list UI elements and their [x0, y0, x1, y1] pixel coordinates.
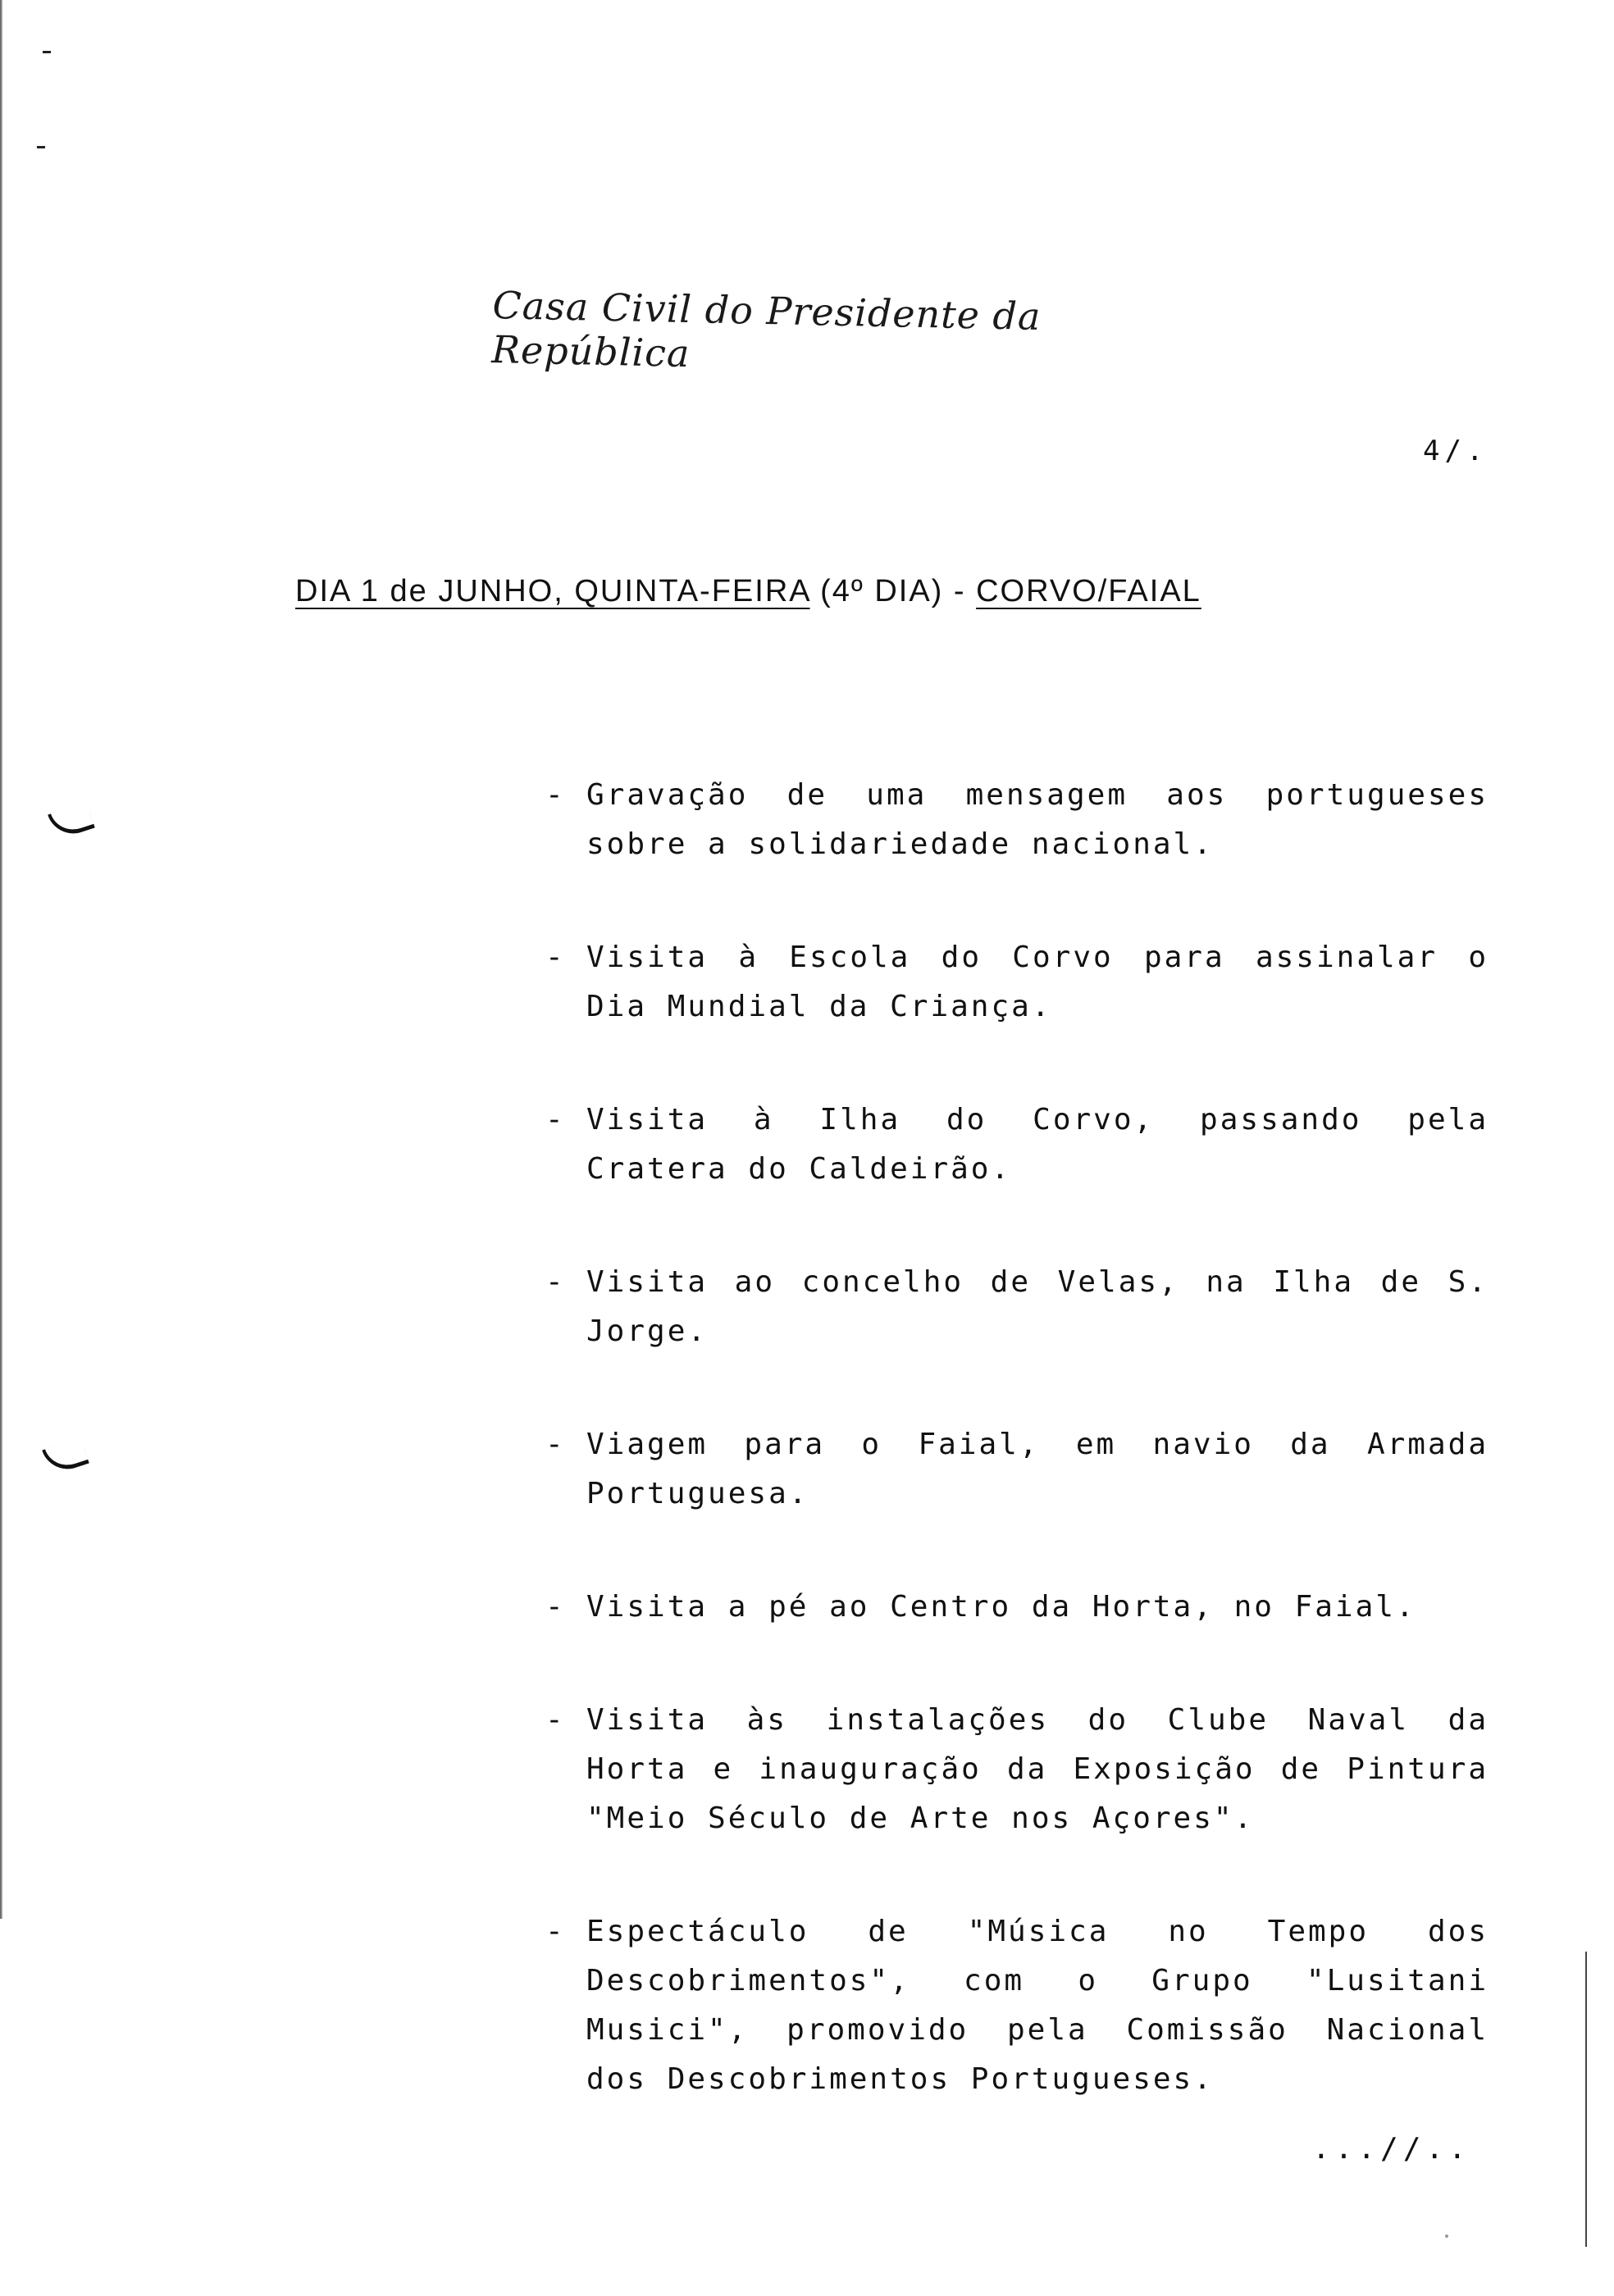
punch-mark — [37, 146, 45, 148]
heading-date: DIA 1 de JUNHO, QUINTA-FEIRA — [295, 574, 810, 608]
agenda-item — [545, 1258, 1489, 1356]
bullet-dash: - — [545, 1428, 566, 1461]
page-number: 4/. — [1423, 435, 1489, 467]
agenda-list — [545, 771, 1489, 2168]
letterhead: Casa Civil do Presidente da República — [490, 283, 1042, 376]
continuation-mark: ...//.. — [1312, 2132, 1471, 2166]
agenda-item-text: Gravação de uma mensagem aos portugueses sobre a solidariedade nacional. — [586, 778, 1489, 861]
agenda-item — [545, 933, 1489, 1032]
heading-day-count: (4º DIA) - — [820, 574, 977, 608]
agenda-item-text: Viagem para o Faial, em navio da Armada Portuguesa. — [586, 1428, 1489, 1510]
agenda-item-text: Espectáculo de "Música no Tempo dos Descobrimentos", com o Grupo "Lusitani Musici", promovido pela Comissão Nacional dos Descobrimentos Portugueses. — [586, 1915, 1489, 2096]
bullet-dash: - — [545, 1103, 566, 1137]
scan-speck — [1445, 2234, 1448, 2238]
agenda-item-text: Visita às instalações do Clube Naval da Horta e inauguração da Exposição de Pintura "Meio Século de Arte nos Açores". — [586, 1703, 1489, 1835]
binder-hole-mark — [42, 1437, 89, 1476]
bullet-dash: - — [545, 1590, 566, 1624]
agenda-item — [545, 1096, 1489, 1194]
agenda-item — [545, 1907, 1489, 2104]
bullet-dash: - — [545, 1915, 566, 1948]
binder-hole-mark — [48, 802, 95, 840]
agenda-item-text: Visita à Escola do Corvo para assinalar o Dia Mundial da Criança. — [586, 941, 1489, 1023]
agenda-item-text: Visita a pé ao Centro da Horta, no Faial. — [586, 1590, 1416, 1624]
bullet-dash: - — [545, 1703, 566, 1737]
agenda-item — [545, 1583, 1489, 1632]
agenda-item — [545, 1420, 1489, 1519]
day-heading — [295, 574, 1201, 609]
agenda-item — [545, 771, 1489, 869]
agenda-item-text: Visita ao concelho de Velas, na Ilha de S. Jorge. — [586, 1265, 1489, 1348]
scan-left-edge — [0, 0, 2, 1919]
punch-mark — [43, 51, 51, 53]
bullet-dash: - — [545, 941, 566, 974]
bullet-dash: - — [545, 778, 566, 812]
scan-right-edge — [1585, 1952, 1587, 2247]
agenda-item — [545, 1696, 1489, 1843]
heading-location: CORVO/FAIAL — [976, 574, 1201, 608]
agenda-item-text: Visita à Ilha do Corvo, passando pela Cratera do Caldeirão. — [586, 1103, 1489, 1186]
bullet-dash: - — [545, 1265, 566, 1299]
